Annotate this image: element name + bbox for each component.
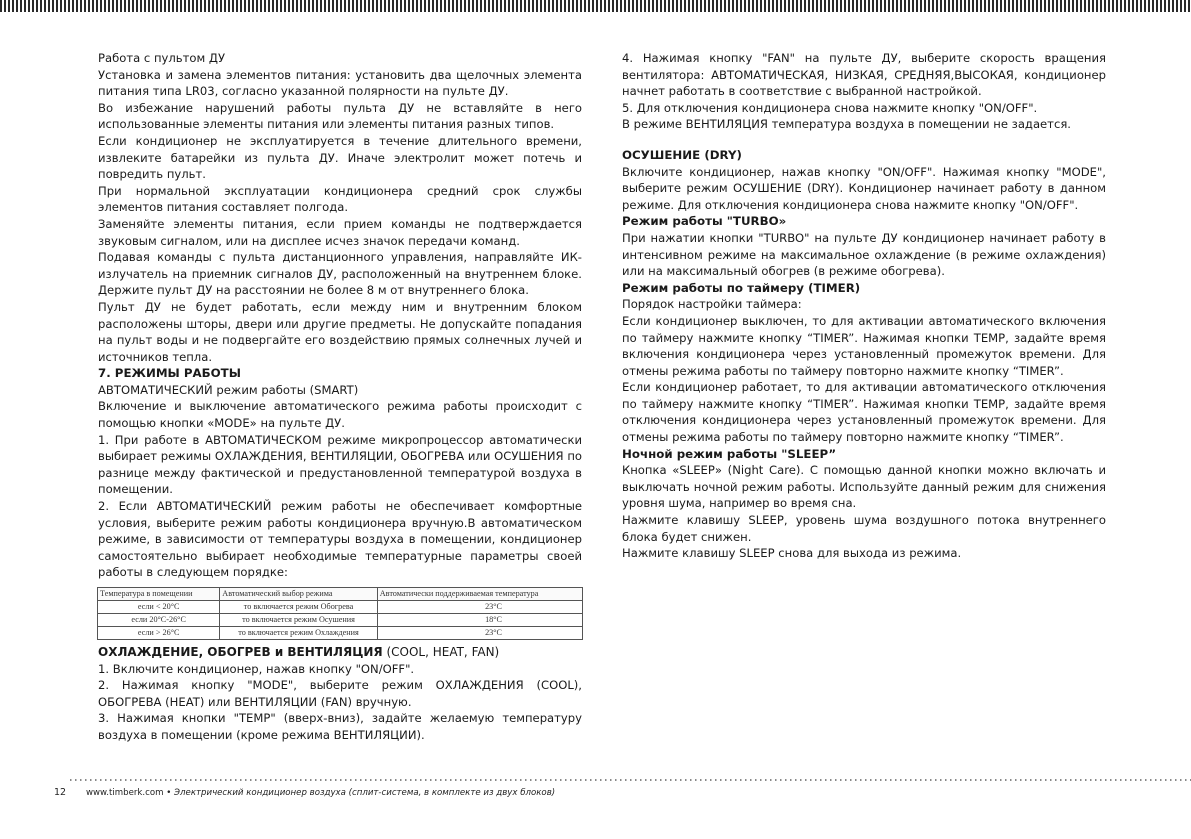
paragraph: Если кондиционер работает, то для активации автоматического отключения по таймеру нажмите кнопку “TIMER”. Нажимая кнопки TEMP, задайте время отключения кондиционера через установленный промежуток времени. Для отмены режима работы по таймеру повторно нажмите кнопку “TIMER”.	[622, 380, 1106, 445]
top-stripe	[0, 0, 1191, 12]
paragraph: Включение и выключение автоматического режима работы происходит с помощью кнопки «MODE» на пульте ДУ.	[98, 399, 582, 431]
paragraph: Нажмите клавишу SLEEP снова для выхода из режима.	[622, 546, 962, 561]
table-row	[98, 601, 583, 614]
table-cell: то включается режим Охлаждения	[220, 627, 377, 640]
auto-mode-table	[97, 587, 583, 640]
paragraph: 5. Для отключения кондиционера снова нажмите кнопку "ON/OFF".	[622, 100, 1038, 115]
page-number: 12	[54, 787, 67, 798]
paragraph: При нормальной эксплуатации кондиционера средний срок службы элементов питания составляет полгода.	[98, 183, 582, 215]
paragraph: Если кондиционер выключен, то для активации автоматического включения по таймеру нажмите кнопку “TIMER”. Нажимая кнопки TEMP, задайте время включения кондиционера через установленный промежуток времени. Для отмены режима работы по таймеру повторно нажмите кнопку “TIMER”.	[622, 313, 1106, 378]
table-header: Температура в помещении	[98, 588, 220, 601]
paragraph: При нажатии кнопки "TURBO" на пульте ДУ кондиционер начинает работу в интенсивном режиме на максимальное охлаждение (в режиме охлаждения) или на максимальный обогрев (в режиме обогрева).	[622, 230, 1106, 279]
paragraph: Пульт ДУ не будет работать, если между ним и внутренним блоком расположены шторы, двери или другие предметы. Не допускайте попадания на пульт воды и не подвергайте его воздействию прямых солнечных лучей и источников тепла.	[98, 299, 582, 364]
paragraph: Если кондиционер не эксплуатируется в течение длительного времени, извлеките батарейки из пульта ДУ. Иначе электролит может потечь и повредить пульт.	[98, 133, 582, 182]
footer-site-link[interactable]: www.timberk.com	[86, 788, 164, 798]
paragraph: В режиме ВЕНТИЛЯЦИЯ температура воздуха в помещении не задается.	[622, 117, 1071, 132]
timer-heading: Режим работы по таймеру (TIMER)	[622, 280, 861, 295]
cool-heat-fan-heading	[98, 644, 582, 661]
smart-title: АВТОМАТИЧЕСКИЙ режим работы (SMART)	[98, 382, 359, 397]
paragraph: Кнопка «SLEEP» (Night Care). С помощью данной кнопки можно включать и выключать ночной режим работы. Используйте данный режим для снижения уровня шума, например во время сна.	[622, 463, 1106, 511]
footer-text	[86, 788, 555, 798]
table-cell: то включается режим Осушения	[220, 614, 377, 627]
paragraph: 3. Нажимая кнопки "TEMP" (вверх-вниз), задайте желаемую температуру воздуха в помещении (кроме режима ВЕНТИЛЯЦИИ).	[98, 711, 582, 742]
paragraph: 4. Нажимая кнопку "FAN" на пульте ДУ, выберите скорость вращения вентилятора: АВТОМАТИЧЕСКАЯ, НИЗКАЯ, СРЕДНЯЯ,ВЫСОКАЯ, кондиционер начнет работать в соответствие с выбранной настройкой.	[622, 51, 1106, 99]
table-cell: 23°C	[377, 627, 582, 640]
paragraph: Заменяйте элементы питания, если прием команды не подтверждается звуковым сигналом, или на дисплее исчез значок передачи команд.	[98, 216, 582, 248]
table-cell: если < 20°C	[98, 601, 220, 614]
table-row	[98, 627, 583, 640]
table-header: Автоматический выбор режима	[220, 588, 377, 601]
spacer	[622, 133, 1106, 147]
table-cell: то включается режим Обогрева	[220, 601, 377, 614]
table-cell: 23°C	[377, 601, 582, 614]
paragraph: Порядок настройки таймера:	[622, 297, 802, 312]
dry-heading: ОСУШЕНИЕ (DRY)	[622, 147, 742, 162]
paragraph: Нажмите клавишу SLEEP, уровень шума воздушного потока внутреннего блока будет снижен.	[622, 513, 1106, 544]
table-header: Автоматически поддерживаемая температура	[377, 588, 582, 601]
paragraph: 2. Нажимая кнопку "MODE", выберите режим ОХЛАЖДЕНИЯ (COOL), ОБОГРЕВА (HEAT) или ВЕНТИЛЯЦИИ (FAN) вручную.	[98, 678, 582, 709]
sleep-heading: Ночной режим работы "SLEEP”	[622, 446, 837, 461]
remote-title: Работа с пультом ДУ	[98, 51, 226, 65]
paragraph: 1. Включите кондиционер, нажав кнопку "ON/OFF".	[98, 661, 415, 676]
paragraph: Включите кондиционер, нажав кнопку "ON/OFF". Нажимая кнопку "MODE", выберите режим ОСУШЕНИЕ (DRY). Кондиционер начинает работу в данном режиме. Для отключения кондиционера снова нажмите кнопку "ON/OFF".	[622, 164, 1106, 212]
paragraph: 1. При работе в АВТОМАТИЧЕСКОМ режиме микропроцессор автоматически выбирает режимы ОХЛАЖДЕНИЯ, ВЕНТИЛЯЦИИ, ОБОГРЕВА или ОСУШЕНИЯ по разнице между фактической и предустановленной температурой воздуха в помещении.	[98, 432, 582, 497]
left-column	[98, 50, 582, 744]
footer-separator: •	[163, 788, 175, 798]
turbo-heading: Режим работы "TURBO»	[622, 214, 787, 229]
paragraph: 2. Если АВТОМАТИЧЕСКИЙ режим работы не обеспечивает комфортные условия, выберите режим работы кондиционера вручную.В автоматическом режиме, в зависимости от температуры воздуха в помещении, кондиционер самостоятельно выбирает необходимые температурные параметры своей работы в следующем порядке:	[98, 499, 582, 580]
paragraph: Установка и замена элементов питания: установить два щелочных элемента питания типа LR03, согласно указанной полярности на пульте ДУ.	[98, 67, 582, 99]
paragraph: Подавая команды с пульта дистанционного управления, направляйте ИК-излучатель на приемник сигналов ДУ, расположенный на внутреннем блоке. Держите пульт ДУ на расстоянии не более 8 м от внутреннего блока.	[98, 250, 582, 298]
table-cell: если 20°C-26°C	[98, 614, 220, 627]
table-header-row	[98, 588, 583, 601]
paragraph: Во избежание нарушений работы пульта ДУ не вставляйте в него использованные элементы питания или элементы питания разных типов.	[98, 100, 582, 132]
table-row	[98, 614, 583, 627]
footer-dotted-rule	[70, 779, 1191, 781]
right-column	[622, 50, 1106, 562]
table-cell: 18°C	[377, 614, 582, 627]
cool-heading-bold: ОХЛАЖДЕНИЕ, ОБОГРЕВ и ВЕНТИЛЯЦИЯ	[98, 645, 383, 659]
cool-heading-rest: (COOL, HEAT, FAN)	[382, 645, 500, 659]
footer-description: Электрический кондиционер воздуха (сплит-система, в комплекте из двух блоков)	[174, 788, 556, 798]
table-cell: если > 26°C	[98, 627, 220, 640]
section-heading-modes: 7. РЕЖИМЫ РАБОТЫ	[98, 366, 241, 381]
